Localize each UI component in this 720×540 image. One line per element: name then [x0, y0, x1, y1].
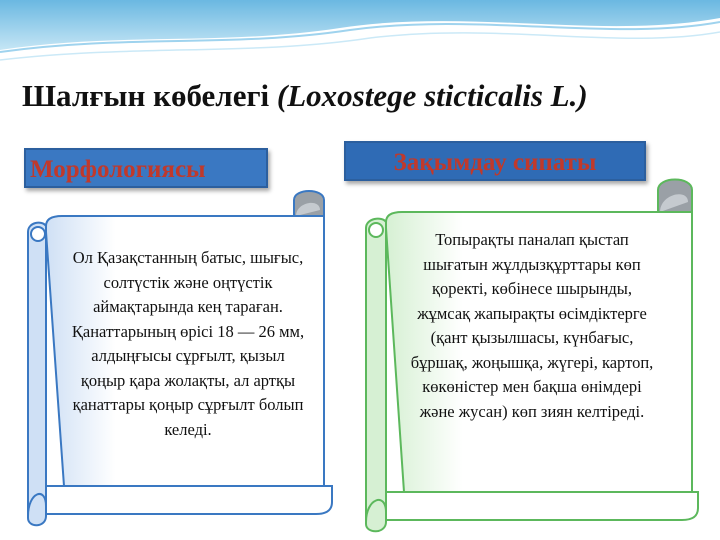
top-wave-decoration	[0, 0, 720, 70]
title-main: Шалғын көбелегі	[22, 78, 277, 113]
damage-heading: Зақымдау сипаты	[344, 141, 646, 181]
title-latin: (Loxostege sticticalis L.)	[276, 78, 588, 113]
morphology-text: Ол Қазақстанның батыс, шығыс, солтүстік және оңтүстік аймақтарында кең тараған. Қанаттарының өрісі 18 — 26 мм, алдыңғысы сұрғылт, қызыл қоңыр қара жолақты, ал артқы қанаттары қоңыр сұрғылт болып келеді.	[71, 248, 305, 439]
morphology-heading: Морфологиясы	[24, 148, 268, 188]
damage-text: Топырақты паналап қыстап шығатын жұлдызқұрттары көп қоректі, көбінесе шырынды, жұмсақ жапырақты өсімдіктерге (қант қызылшасы, күнбағыс, бұршақ, жоңышқа, жүгері, картоп, көкөністер мен бақша өнімдері және жусан) көп зиян келтіреді.	[410, 230, 654, 421]
slide-title	[22, 78, 712, 114]
